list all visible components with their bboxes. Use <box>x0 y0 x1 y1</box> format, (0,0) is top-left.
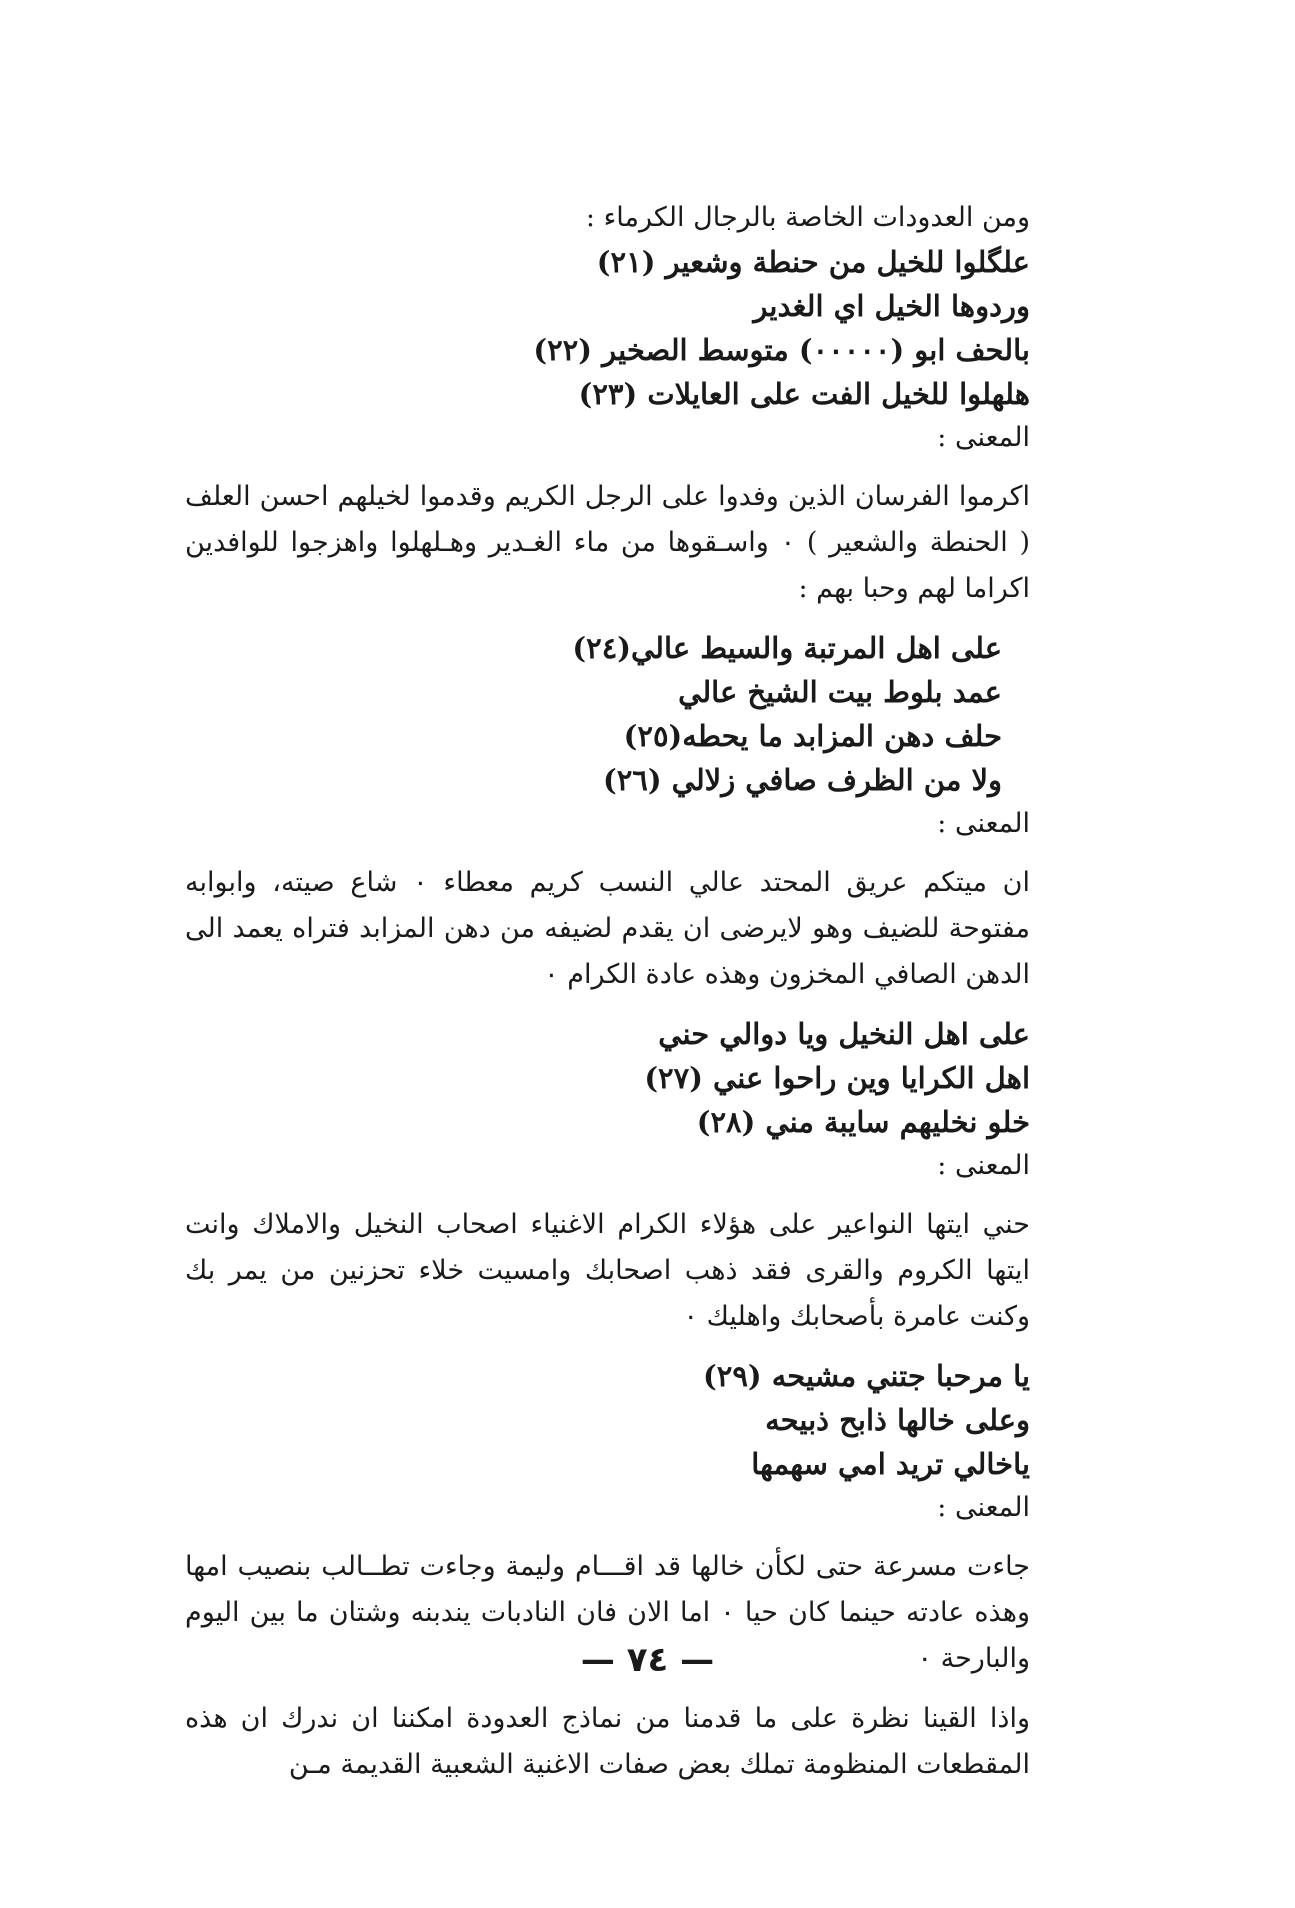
meaning-label: المعنى : <box>937 1492 1030 1523</box>
meaning-label: المعنى : <box>937 808 1030 839</box>
verse-line: وردوها الخيل اي الغدير <box>753 289 1030 323</box>
verse-line: بالحف ابو (٠٠٠٠٠) متوسط الصخير (٢٢) <box>533 333 1030 367</box>
page-number: — ٧٤ — <box>580 1640 715 1680</box>
stanza-2 <box>185 626 1030 802</box>
verse-line: ولا من الظرف صافي زلالي (٢٦) <box>602 763 1002 797</box>
meaning-label: المعنى : <box>937 1150 1030 1181</box>
explanation-paragraph: حني ايتها النواعير على هؤلاء الكرام الاغنياء اصحاب النخيل والاملاك وانت ايتها الكروم والقرى فقد ذهب اصحابك وامسيت خلاء تحزنين من يمر بك وكنت عامرة بأصحابك واهليك ٠ <box>185 1209 1030 1332</box>
intro-line: ومن العدودات الخاصة بالرجال الكرماء : <box>585 202 1030 233</box>
verse-line: خلو نخليهم سايبة مني (٢٨) <box>696 1105 1030 1139</box>
explanation-paragraph: ان ميتكم عريق المحتد عالي النسب كريم معطاء ٠ شاع صيته، وابوابه مفتوحة للضيف وهو لايرضى ان يقدم لضيفه من دهن المزابد فتراه يعمد الى الدهن الصافي المخزون وهذه عادة الكرام ٠ <box>185 867 1030 990</box>
meaning-label: المعنى : <box>937 422 1030 453</box>
stanza-4 <box>185 1354 1030 1486</box>
verse-line: هلهلوا للخيل الفت على العايلات (٢٣) <box>578 377 1030 411</box>
explanation-paragraph: جاءت مسرعة حتى لكأن خالها قد اقـــام وليمة وجاءت تطــالب بنصيب امها وهذه عادته حينما كان حيا ٠ اما الان فان النادبات يندبنه وشتان ما بين اليوم والبارحة ٠ <box>185 1551 1030 1674</box>
page-body <box>185 196 1030 1788</box>
stanza-1 <box>185 240 1030 416</box>
verse-line: على اهل النخيل ويا دوالي حني <box>658 1017 1030 1051</box>
verse-line: اهل الكرايا وين راحوا عني (٢٧) <box>644 1061 1030 1095</box>
verse-line: عمد بلوط بيت الشيخ عالي <box>678 675 1002 709</box>
stanza-3 <box>185 1012 1030 1144</box>
verse-line: حلف دهن المزابد ما يحطه(٢٥) <box>623 719 1002 753</box>
explanation-paragraph: اكرموا الفرسان الذين وفدوا على الرجل الكريم وقدموا لخيلهم احسن العلف ( الحنطة والشعير ) ٠ واسـقوها من ماء الغـدير وهـلهلوا واهزجوا للوافدين اكراما لهم وحبا بهم : <box>185 481 1030 604</box>
verse-line: يا مرحبا جتني مشيحه (٢٩) <box>703 1359 1030 1393</box>
verse-line: على اهل المرتبة والسيط عالي(٢٤) <box>572 631 1002 665</box>
verse-line: وعلى خالها ذابح ذبيحه <box>765 1403 1030 1437</box>
verse-line: ياخالي تريد امي سهمها <box>751 1447 1030 1481</box>
verse-line: علگلوا للخيل من حنطة وشعير (٢١) <box>596 245 1030 279</box>
closing-paragraph: واذا القينا نظرة على ما قدمنا من نماذج العدودة امكننا ان ندرك ان هذه المقطعات المنظومة تملك بعض صفات الاغنية الشعبية القديمة مـن <box>185 1703 1030 1780</box>
